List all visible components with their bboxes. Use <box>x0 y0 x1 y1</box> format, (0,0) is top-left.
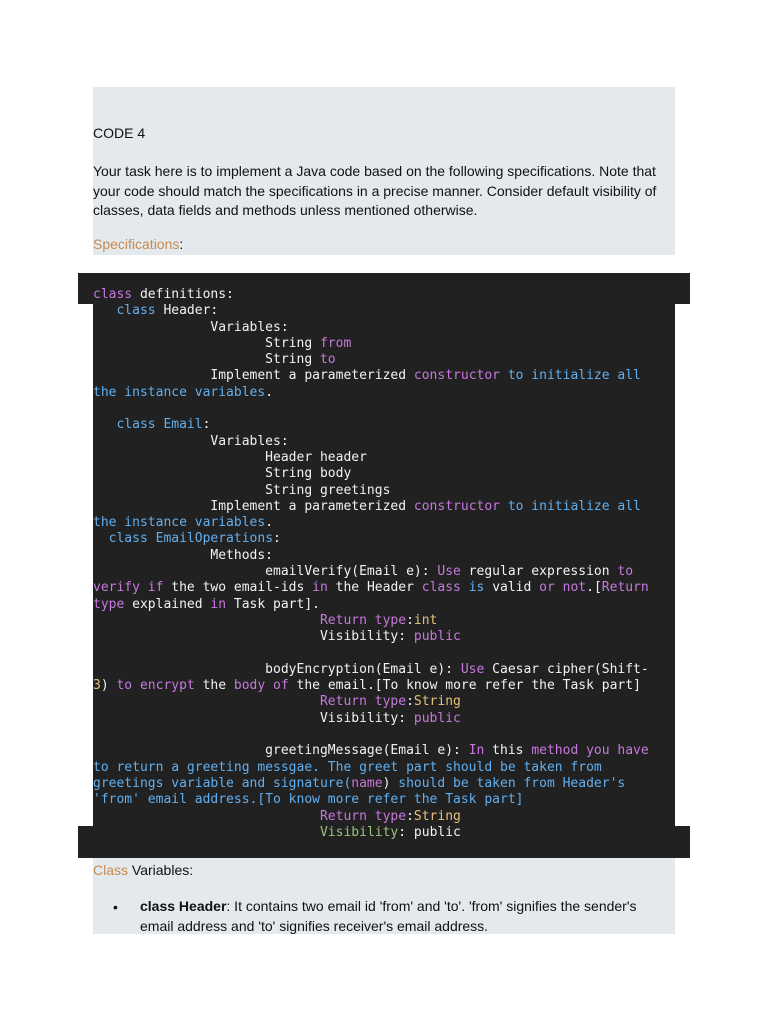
code-token: in <box>210 596 227 612</box>
code-token: Implement a parameterized <box>93 368 414 384</box>
code-line <box>93 417 683 433</box>
specifications-colon: : <box>179 236 184 252</box>
code-block-left-edge <box>78 304 93 826</box>
code-token: public <box>413 710 461 726</box>
code-token: verify <box>93 580 140 596</box>
code-token: this <box>484 743 532 759</box>
code-token: String body <box>93 466 352 482</box>
code-token: class <box>421 580 461 596</box>
code-token: 'from' email address.[To know more refer the Task part] <box>93 792 524 808</box>
code-token: Return type <box>319 694 407 710</box>
code-token: ) <box>100 678 117 694</box>
code-token <box>93 531 109 546</box>
code-token <box>461 580 469 595</box>
code-token: in <box>312 580 328 596</box>
code-token: : <box>406 612 414 628</box>
code-token: valid <box>484 580 540 596</box>
code-line <box>93 613 683 629</box>
code-token: Variables: <box>93 319 289 335</box>
code-line <box>93 499 683 515</box>
code-token: should be taken from Header's <box>398 775 626 791</box>
code-token: Visibility: <box>93 710 414 726</box>
code-line <box>93 515 683 531</box>
code-line <box>93 564 683 580</box>
code-token: : <box>202 417 211 433</box>
code-token: String <box>413 808 461 824</box>
code-line <box>93 580 683 596</box>
code-token: Variables: <box>93 433 289 449</box>
code-token: name <box>351 775 383 791</box>
code-token: the instance variables <box>93 384 266 400</box>
code-token: ) <box>382 775 399 791</box>
code-line <box>93 646 683 662</box>
code-token <box>93 613 320 628</box>
code-line <box>93 450 683 466</box>
code-line <box>93 743 683 759</box>
code-token: Methods: <box>93 547 274 563</box>
code-token: constructor <box>413 368 500 384</box>
specifications-word: Specifications <box>93 236 180 252</box>
bullet-title: class Header <box>140 898 227 914</box>
code-line <box>93 678 683 694</box>
code-token: Visibility <box>319 824 399 840</box>
code-token: to <box>617 564 634 580</box>
code-line <box>93 760 683 776</box>
code-token: Visibility: <box>93 629 414 645</box>
code-line <box>93 809 683 825</box>
code-token: is <box>468 580 485 596</box>
code-token: to initialize all <box>507 498 641 514</box>
bullet-item-header <box>140 896 670 936</box>
code-line <box>93 320 683 336</box>
code-token: if <box>147 580 164 596</box>
code-token: : <box>406 694 414 710</box>
code-token: Task part]. <box>226 596 320 612</box>
code-token: greetingMessage(Email e): <box>93 743 469 759</box>
code-token: public <box>413 629 461 645</box>
code-token: Caesar cipher(Shift- <box>484 661 649 677</box>
code-line <box>93 287 683 303</box>
code-line <box>93 531 683 547</box>
code-token <box>93 825 320 840</box>
code-line <box>93 368 683 384</box>
code-token: class <box>93 287 133 302</box>
code-token: String <box>93 335 320 351</box>
code-line <box>93 483 683 499</box>
code-line <box>93 711 683 727</box>
code-token: . <box>265 384 274 400</box>
code-token: to encrypt <box>116 678 195 694</box>
code-line <box>93 352 683 368</box>
code-token: the Header <box>327 580 422 596</box>
code-line <box>93 727 683 743</box>
code-token: class EmailOperations <box>108 531 274 547</box>
code-token: from <box>319 335 352 351</box>
code-token: the <box>194 678 234 694</box>
code-token: : <box>406 808 414 824</box>
code-line <box>93 597 683 613</box>
bullet-dot-icon: • <box>113 899 118 915</box>
code-token: String greetings <box>93 482 391 498</box>
code-token: explained <box>124 596 211 612</box>
code-token: .[ <box>586 580 602 596</box>
code-token: greetings variable and signature( <box>93 775 352 791</box>
code-heading: CODE 4 <box>93 125 146 141</box>
code-token: to return a greeting messgae. The greet part should be taken from <box>93 759 602 775</box>
code-token: to <box>319 352 336 368</box>
code-token: Header: <box>155 303 219 319</box>
class-variables-panel <box>93 858 675 934</box>
code-token <box>93 809 320 824</box>
code-token <box>93 303 116 318</box>
code-line <box>93 662 683 678</box>
code-token: 3 <box>93 678 101 694</box>
code-token: String <box>413 694 461 710</box>
code-token: : <box>273 531 281 547</box>
code-token <box>500 368 508 383</box>
code-line <box>93 303 683 319</box>
code-line <box>93 694 683 710</box>
intro-panel <box>93 87 675 255</box>
specifications-label <box>93 236 183 252</box>
code-token <box>93 694 320 709</box>
code-token: : public <box>398 824 461 840</box>
code-token: Return type <box>319 612 407 628</box>
code-token: the instance variables <box>93 515 266 531</box>
code-token: the two email-ids <box>163 580 313 596</box>
code-token: Return type <box>319 808 407 824</box>
code-line <box>93 792 683 808</box>
code-token: Implement a parameterized <box>93 498 414 514</box>
code-token: definitions: <box>132 287 234 302</box>
code-token: . <box>265 515 274 531</box>
code-line <box>93 548 683 564</box>
code-line <box>93 434 683 450</box>
code-token: or not <box>539 580 587 596</box>
code-token: method you have <box>531 743 649 759</box>
class-variables-colon: : <box>189 862 194 878</box>
code-token: constructor <box>413 498 500 514</box>
variables-word: Variables <box>128 862 190 878</box>
intro-paragraph: Your task here is to implement a Java code based on the following specifications. Note that your code should match the specifications in a precise manner. Consider default visibility of classes, data fields and methods unless mentioned otherwise. <box>93 163 657 218</box>
code-line <box>93 825 683 841</box>
code-token: Use <box>437 564 461 580</box>
code-token: bodyEncryption(Email e): <box>93 661 461 677</box>
code-line <box>93 466 683 482</box>
code-token: String <box>93 352 320 368</box>
code-token: class Email <box>116 417 203 433</box>
code-token: Return <box>601 580 649 596</box>
class-variables-label <box>93 862 193 878</box>
code-line <box>93 776 683 792</box>
code-token: emailVerify(Email e): <box>93 564 438 580</box>
code-token: Use <box>460 661 485 677</box>
code-token: class <box>116 303 156 319</box>
code-token: type <box>93 596 125 612</box>
code-token: body of <box>233 678 289 694</box>
code-token <box>500 499 508 514</box>
code-line <box>93 385 683 401</box>
code-token <box>93 417 116 432</box>
code-token <box>140 580 148 595</box>
code-line <box>93 336 683 352</box>
code-token: to initialize all <box>507 368 641 384</box>
code-token: Header header <box>93 449 367 465</box>
code-line <box>93 629 683 645</box>
code-token: regular expression <box>460 564 618 580</box>
code-line <box>93 401 683 417</box>
bullet-description: : It contains two email id 'from' and 'to'. 'from' signifies the sender's email address and 'to' signifies receiver's email address. <box>140 898 637 934</box>
class-word: Class <box>93 862 129 878</box>
code-token: int <box>413 612 438 628</box>
specification-code <box>93 287 683 841</box>
code-token: the email.[To know more refer the Task part] <box>288 678 641 694</box>
code-token: In <box>468 743 485 759</box>
